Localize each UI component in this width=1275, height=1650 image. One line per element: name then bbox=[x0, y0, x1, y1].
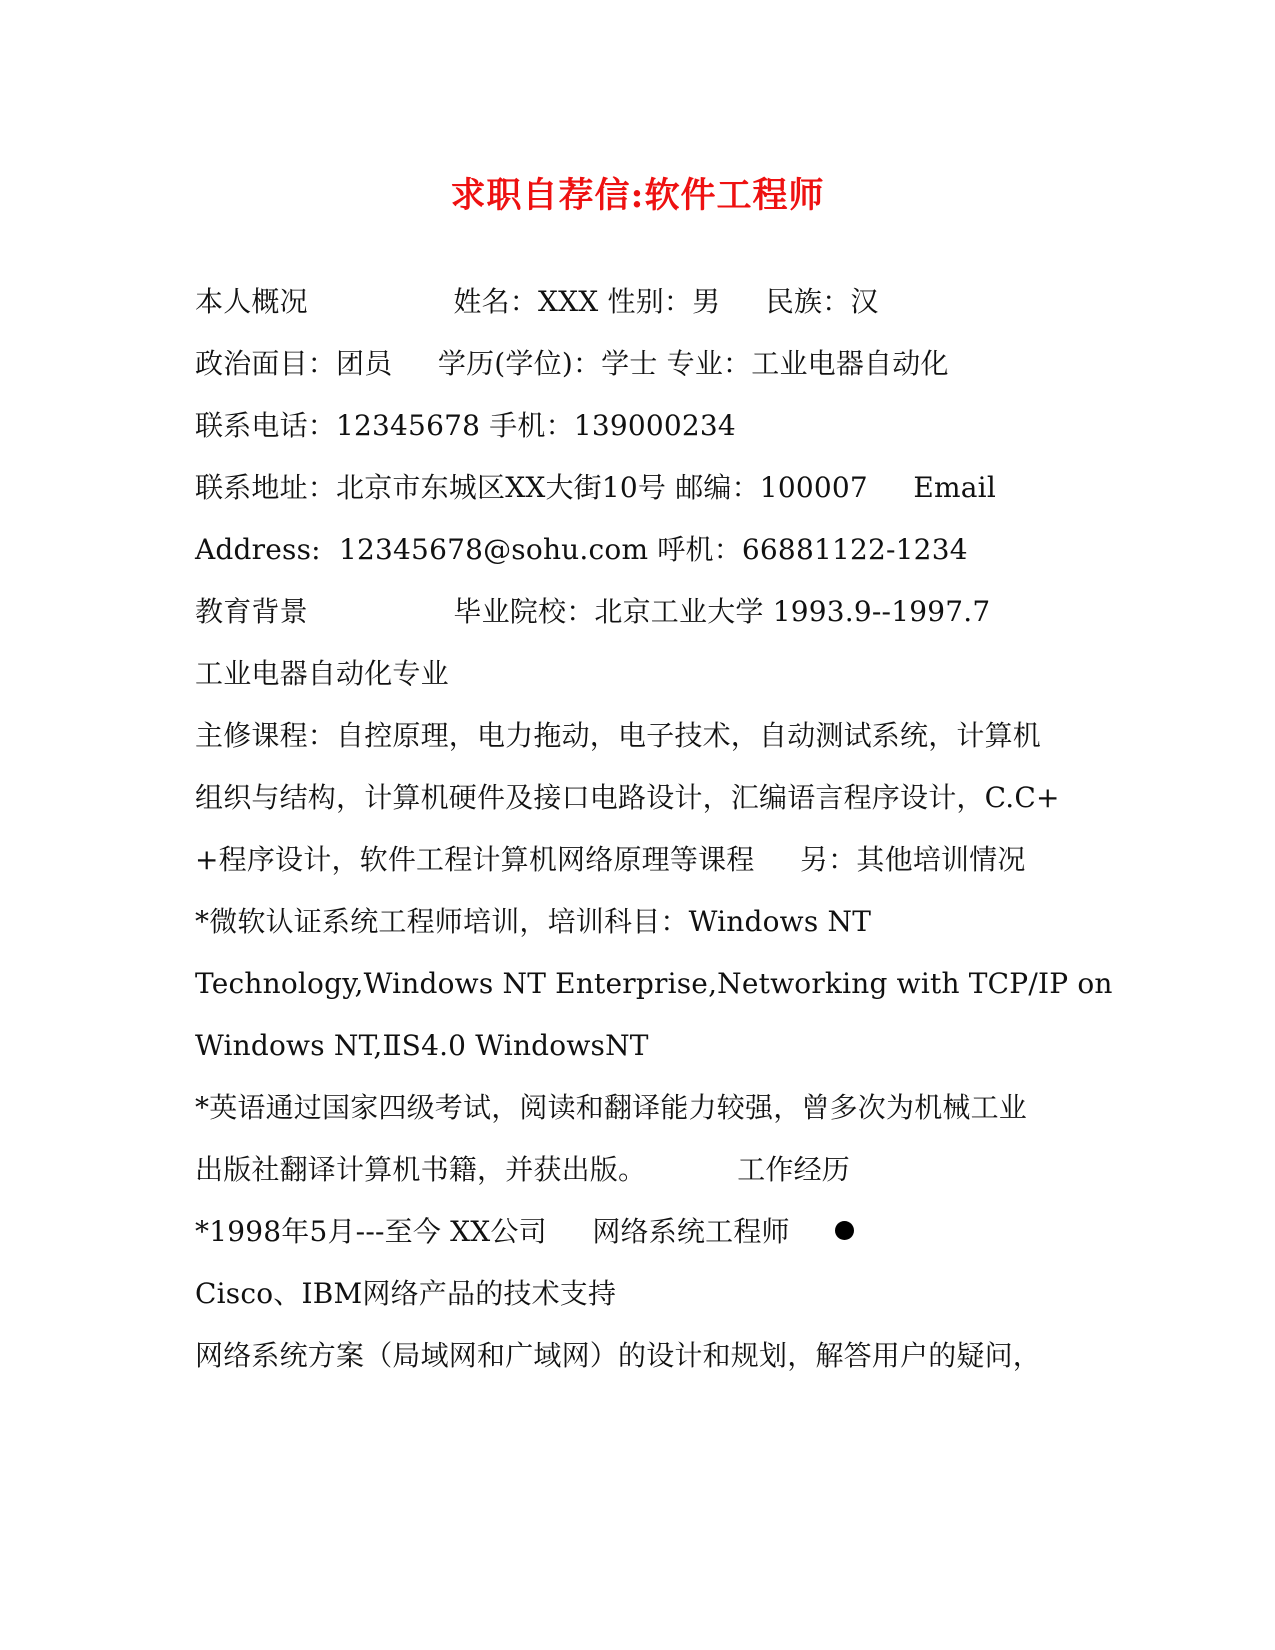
line-personal-info: 本人概况 姓名：XXX 性别：男 民族：汉 bbox=[195, 285, 879, 318]
line-email: Address: 12345678@sohu.com 呼机：66881122-1234 bbox=[195, 533, 968, 566]
line-work-3: 网络系统方案（局域网和广域网）的设计和规划，解答用户的疑问， bbox=[195, 1339, 1042, 1372]
line-phone: 联系电话：12345678 手机：139000234 bbox=[195, 409, 736, 442]
line-address: 联系地址：北京市东城区XX大街10号 邮编：100007 Email bbox=[195, 471, 996, 504]
line-work-2: Cisco、IBM网络产品的技术支持 bbox=[195, 1277, 617, 1310]
line-training-1: *微软认证系统工程师培训，培训科目：Windows NT bbox=[195, 905, 872, 938]
line-courses-2: 组织与结构，计算机硬件及接口电路设计，汇编语言程序设计，C.C+ bbox=[195, 781, 1060, 814]
line-courses-1: 主修课程：自控原理，电力拖动，电子技术，自动测试系统，计算机 bbox=[195, 719, 1042, 752]
line-training-2: Technology,Windows NT Enterprise,Networking with TCP/IP on bbox=[195, 967, 1113, 1000]
line-training-3: Windows NT,ⅡS4.0 WindowsNT bbox=[195, 1029, 649, 1062]
line-work-1 bbox=[195, 1212, 854, 1252]
line-english-2: 出版社翻译计算机书籍，并获出版。 工作经历 bbox=[195, 1153, 851, 1186]
line-political-education: 政治面目：团员 学历(学位)：学士 专业：工业电器自动化 bbox=[195, 347, 949, 380]
line-courses-3: +程序设计，软件工程计算机网络原理等课程 另：其他培训情况 bbox=[195, 843, 1026, 876]
work-1-text: *1998年5月---至今 XX公司 网络系统工程师 bbox=[195, 1215, 836, 1248]
line-major: 工业电器自动化专业 bbox=[195, 657, 449, 690]
document-title: 求职自荐信:软件工程师 bbox=[450, 175, 825, 216]
line-education-background: 教育背景 毕业院校：北京工业大学 1993.9--1997.7 bbox=[195, 595, 991, 628]
bullet-icon bbox=[835, 1221, 854, 1240]
line-english-1: *英语通过国家四级考试，阅读和翻译能力较强，曾多次为机械工业 bbox=[195, 1091, 1028, 1124]
